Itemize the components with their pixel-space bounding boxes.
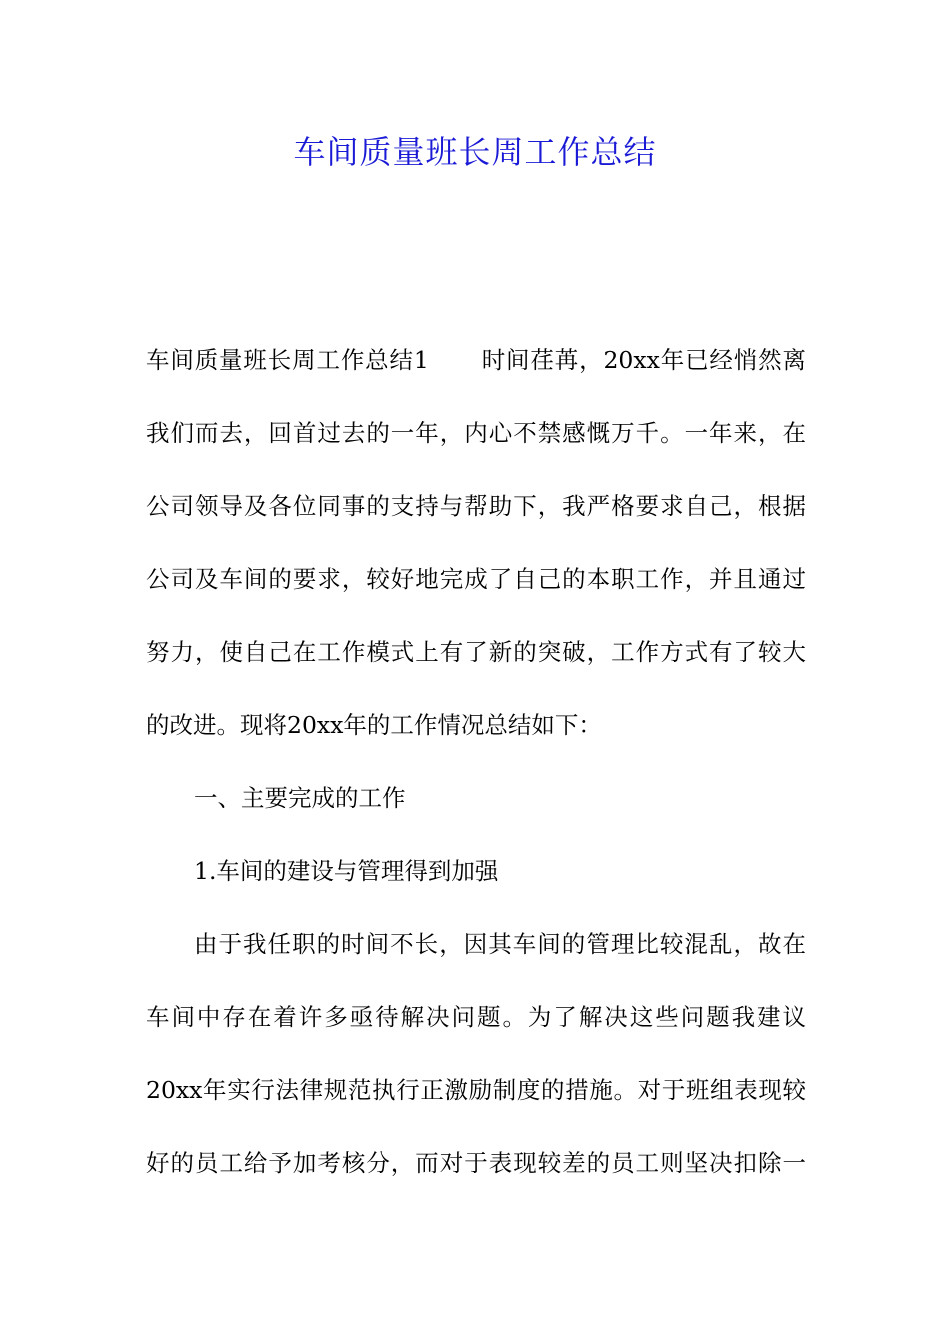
paragraph-line bbox=[146, 342, 806, 378]
paragraph-line: 好的员工给予加考核分，而对于表现较差的员工则坚决扣除一 bbox=[146, 1149, 806, 1177]
document-title: 车间质量班长周工作总结 bbox=[293, 133, 657, 171]
paragraph-line: 的改进。现将20xx年的工作情况总结如下： bbox=[146, 711, 602, 739]
paragraph-line: 努力，使自己在工作模式上有了新的突破，工作方式有了较大 bbox=[146, 638, 806, 666]
line-text: 时间荏苒，20xx年已经悄然离 bbox=[480, 346, 806, 374]
section-heading: 一、主要完成的工作 bbox=[194, 784, 406, 812]
paragraph-line: 20xx年实行法律规范执行正激励制度的措施。对于班组表现较 bbox=[146, 1076, 806, 1104]
subsection-heading: 1.车间的建设与管理得到加强 bbox=[194, 857, 499, 885]
paragraph-line: 公司领导及各位同事的支持与帮助下，我严格要求自己，根据 bbox=[146, 492, 806, 520]
paragraph-line: 我们而去，回首过去的一年，内心不禁感慨万千。一年来，在 bbox=[146, 419, 806, 447]
section-heading-inline: 车间质量班长周工作总结1 bbox=[146, 346, 429, 374]
paragraph-line: 由于我任职的时间不长，因其车间的管理比较混乱，故在 bbox=[194, 930, 806, 958]
paragraph-line: 公司及车间的要求，较好地完成了自己的本职工作，并且通过 bbox=[146, 565, 806, 593]
paragraph-line: 车间中存在着许多亟待解决问题。为了解决这些问题我建议 bbox=[146, 1003, 806, 1031]
